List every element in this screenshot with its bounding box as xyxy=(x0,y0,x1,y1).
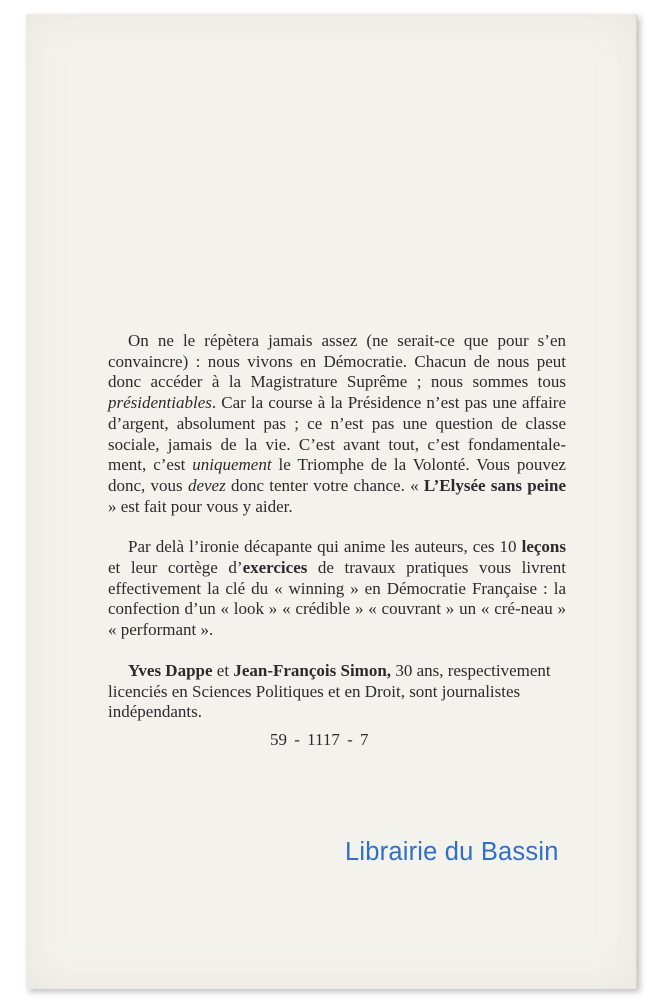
blurb-paragraph-intro xyxy=(108,331,566,517)
blurb-p3-s4: 30 ans, respectivement licenciés en Sciences Politiques et en Droit, sont journalistes indépendants. xyxy=(108,660,551,722)
bookseller-watermark: Librairie du Bassin xyxy=(345,838,559,866)
blurb-p1-italic-devez: devez xyxy=(187,475,226,495)
blurb-p3-s2: et xyxy=(212,660,234,680)
blurb-paragraph-lessons xyxy=(108,537,566,641)
blurb-paragraph-authors xyxy=(108,661,566,723)
blurb-p2-bold-lecons: leçons xyxy=(521,537,566,557)
blurb-p1-s9: » est fait pour vous y aider. xyxy=(108,496,293,516)
blurb-p1-italic-uniquement: uniquement xyxy=(192,455,272,475)
blurb-p2-s3: et leur cortège d’ xyxy=(108,558,243,578)
blurb-p1-s3: . Car la course à la Présidence n’est pas une affaire d’argent, absolument pas ; ce n’est pas une question de classe sociale, jamais de la vie. C’est avant tout, c’est fondamentale-ment, c’est xyxy=(108,393,566,475)
blurb-p2-bold-exercices: exercices xyxy=(242,558,308,578)
blurb-p1-s7: donc tenter votre chance. « xyxy=(225,475,424,495)
blurb-text xyxy=(108,331,566,723)
blurb-p1-s5: le Triomphe de la Volonté. Vous pouvez donc, vous xyxy=(108,455,566,495)
blurb-p1-italic-presidentiables: présidentiables xyxy=(108,393,212,413)
catalog-code: 59 - 1117 - 7 xyxy=(270,730,369,749)
author-name-2: Jean-François Simon, xyxy=(233,660,392,680)
blurb-p2-s5: de travaux pratiques vous livrent effectivement la clé du « winning » en Démocratie Française : la confection d’un « look » « crédible » « couvrant » un « cré-neau » « performant ». xyxy=(108,558,566,640)
blurb-p2-s1: Par delà l’ironie décapante qui anime les auteurs, ces 10 xyxy=(128,537,522,557)
author-name-1: Yves Dappe xyxy=(128,660,213,680)
blurb-p1-s1: On ne le répètera jamais assez (ne serait-ce que pour s’en convaincre) : nous vivons en Démocratie. Chacun de nous peut donc accéder à la Magistrature Suprême ; nous sommes tous xyxy=(108,331,566,392)
book-title-bold: L’Elysée sans peine xyxy=(423,475,566,495)
